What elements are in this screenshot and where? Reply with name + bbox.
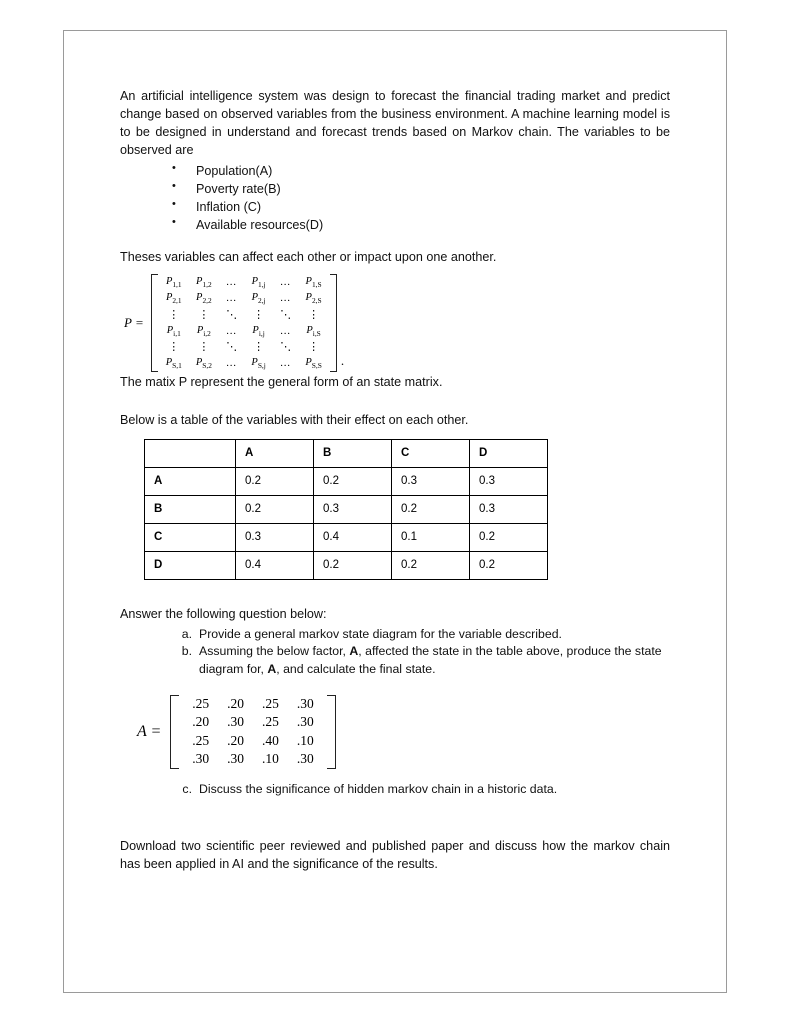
- matrix-p-cell: ⋮: [168, 341, 180, 354]
- matrix-p-cell: ⋮: [168, 309, 180, 322]
- table-row: [145, 467, 548, 495]
- table-column-header: A: [236, 439, 314, 467]
- question-list: [120, 626, 670, 679]
- table-cell: 0.3: [236, 523, 314, 551]
- matrix-a-cell: .25: [262, 714, 279, 730]
- matrix-a-right-bracket: [327, 695, 336, 769]
- matrix-p-row: [159, 308, 329, 324]
- matrix-p-cell: ⋱: [280, 309, 292, 322]
- matrix-p-left-bracket: [151, 274, 158, 372]
- matrix-a-label: A =: [137, 722, 162, 740]
- matrix-p-cell: ⋮: [198, 341, 210, 354]
- table-row-header: B: [145, 495, 236, 523]
- matrix-p-cell: ⋮: [308, 341, 320, 354]
- matrix-p-cell: $P_{2,2}$: [196, 292, 212, 306]
- matrix-caption: The matix P represent the general form of an state matrix.: [120, 375, 443, 390]
- matrix-a-cell: .30: [296, 751, 314, 767]
- matrix-a-row: [183, 695, 323, 713]
- factor-a-emphasis: A: [267, 662, 277, 677]
- matrix-p-cell: $P_{1,2}$: [196, 275, 212, 289]
- list-item-variable: • Poverty rate(B): [172, 180, 670, 198]
- table-cell: 0.2: [236, 495, 314, 523]
- matrix-p-cell: …: [225, 325, 238, 337]
- table-row: [145, 523, 548, 551]
- table-cell: 0.3: [392, 467, 470, 495]
- table-cell: 0.3: [314, 495, 392, 523]
- table-row-header: A: [145, 467, 236, 495]
- matrix-a-cell: .20: [192, 714, 210, 730]
- matrix-a-cell: .10: [262, 751, 279, 767]
- matrix-a-cell: .25: [192, 732, 210, 748]
- matrix-a-cell: .30: [192, 751, 210, 767]
- matrix-p-cell: $P_{S,2}$: [195, 356, 212, 371]
- closing-paragraph: Download two scientific peer reviewed and published paper and discuss how the markov chain has been applied in AI and the significance of the results.: [120, 839, 670, 872]
- matrix-a-cell: .30: [227, 751, 245, 767]
- matrix-a: [137, 695, 670, 769]
- matrix-p-cell: $P_{S,1}$: [165, 356, 182, 371]
- matrix-a-cell: .20: [227, 732, 245, 748]
- table-row-header: C: [145, 523, 236, 551]
- matrix-a-grid: [183, 695, 323, 769]
- factor-a-emphasis: A: [349, 644, 359, 659]
- matrix-a-cell: .10: [296, 732, 314, 748]
- matrix-p-cell: $P_{i,S}$: [306, 324, 321, 338]
- matrix-a-left-bracket: [170, 695, 179, 769]
- table-column-header: C: [392, 439, 470, 467]
- matrix-p-cell: $P_{2,j}$: [251, 292, 266, 306]
- matrix-p-cell: $P_{1,j}$: [251, 275, 266, 289]
- table-column-header: D: [470, 439, 548, 467]
- matrix-a-cell: .20: [227, 695, 245, 711]
- matrix-p-cell: ⋮: [253, 341, 265, 354]
- matrix-p-cell: $P_{1,S}$: [305, 275, 322, 289]
- matrix-a-cell: .40: [262, 732, 279, 748]
- list-item-question-a: Provide a general markov state diagram for the variable described.: [199, 626, 562, 641]
- matrix-p-cell: ⋮: [253, 309, 265, 322]
- list-item-variable: • Available resources(D): [172, 216, 670, 234]
- table-header-row: [145, 439, 548, 467]
- matrix-p-grid: [159, 274, 329, 372]
- matrix-a-row: [183, 713, 323, 731]
- matrix-a-cell: .30: [296, 714, 314, 730]
- list-item-variable: • Population(A): [172, 162, 670, 180]
- matrix-p-cell: …: [225, 276, 238, 288]
- table-row: [145, 551, 548, 579]
- matrix-p-cell: ⋱: [280, 341, 292, 354]
- matrix-a-cell: .25: [262, 695, 279, 711]
- matrix-p-cell: $P_{i,1}$: [166, 324, 181, 338]
- matrix-p-right-bracket: [330, 274, 337, 372]
- table-cell: 0.2: [314, 551, 392, 579]
- matrix-p-cell: …: [279, 293, 292, 305]
- matrix-a-cell: .25: [192, 695, 210, 711]
- matrix-p-cell: …: [279, 325, 292, 337]
- matrix-p-cell: $P_{2,S}$: [305, 292, 322, 306]
- table-row: [145, 495, 548, 523]
- table-row-header: D: [145, 551, 236, 579]
- variables-list: [120, 162, 670, 235]
- matrix-p: [124, 274, 670, 372]
- matrix-p-cell: $P_{1,1}$: [165, 275, 182, 289]
- matrix-p-cell: ⋮: [198, 309, 210, 322]
- list-item-variable: • Inflation (C): [172, 198, 670, 216]
- matrix-a-row: [183, 732, 323, 750]
- matrix-p-cell: ⋱: [226, 341, 238, 354]
- matrix-p-cell: $P_{i,2}$: [196, 324, 211, 338]
- matrix-p-cell: …: [279, 276, 292, 288]
- matrix-p-cell: $P_{2,1}$: [165, 292, 182, 306]
- table-caption: Below is a table of the variables with their effect on each other.: [120, 412, 469, 427]
- matrix-p-cell: ⋮: [308, 309, 320, 322]
- table-cell: 0.4: [236, 551, 314, 579]
- table-column-header: B: [314, 439, 392, 467]
- table-cell: 0.3: [470, 495, 548, 523]
- matrix-p-row: [159, 340, 329, 356]
- matrix-p-row: [159, 323, 329, 340]
- affect-line: Theses variables can affect each other or impact upon one another.: [120, 249, 497, 264]
- effect-table: [144, 439, 548, 580]
- matrix-a-cell: .30: [227, 714, 245, 730]
- table-cell: 0.2: [470, 551, 548, 579]
- question-b-text: Assuming the below factor, A, affected the state in the table above, produce the state diagram for, A, and calculate the final state.: [199, 644, 662, 677]
- matrix-p-row: [159, 355, 329, 372]
- table-cell: 0.2: [470, 523, 548, 551]
- table-cell: 0.2: [314, 467, 392, 495]
- matrix-p-cell: $P_{i,j}$: [252, 324, 265, 338]
- matrix-p-cell: ⋱: [226, 309, 238, 322]
- matrix-p-cell: …: [225, 293, 238, 305]
- list-item-question-b: [172, 643, 670, 678]
- matrix-a-cell: .30: [296, 695, 314, 711]
- question-list-c: [120, 781, 670, 799]
- matrix-p-cell: …: [279, 357, 292, 369]
- intro-paragraph: An artificial intelligence system was design to forecast the financial trading market and predict change based on observed variables from the business environment. A machine learning model is to be designed in understand and forecast trends based on Markov chain. The variables to be observed are: [120, 89, 670, 157]
- matrix-p-row: [159, 274, 329, 291]
- table-cell: 0.2: [236, 467, 314, 495]
- matrix-p-trailing-period: .: [340, 353, 345, 369]
- table-cell: 0.3: [470, 467, 548, 495]
- list-item-question-c: c. Discuss the significance of hidden markov chain in a historic data.: [172, 781, 670, 799]
- table-cell: 0.4: [314, 523, 392, 551]
- matrix-p-cell: $P_{S,S}$: [305, 356, 322, 371]
- answer-heading: Answer the following question below:: [120, 606, 327, 621]
- matrix-p-label: P =: [124, 315, 144, 331]
- table-cell: 0.1: [392, 523, 470, 551]
- matrix-p-cell: …: [225, 357, 238, 369]
- table-cell: 0.2: [392, 495, 470, 523]
- matrix-p-row: [159, 291, 329, 308]
- document-content: [120, 88, 670, 874]
- table-cell: 0.2: [392, 551, 470, 579]
- matrix-a-row: [183, 750, 323, 768]
- table-corner-cell: [145, 439, 236, 467]
- matrix-p-cell: $P_{S,j}$: [251, 356, 266, 371]
